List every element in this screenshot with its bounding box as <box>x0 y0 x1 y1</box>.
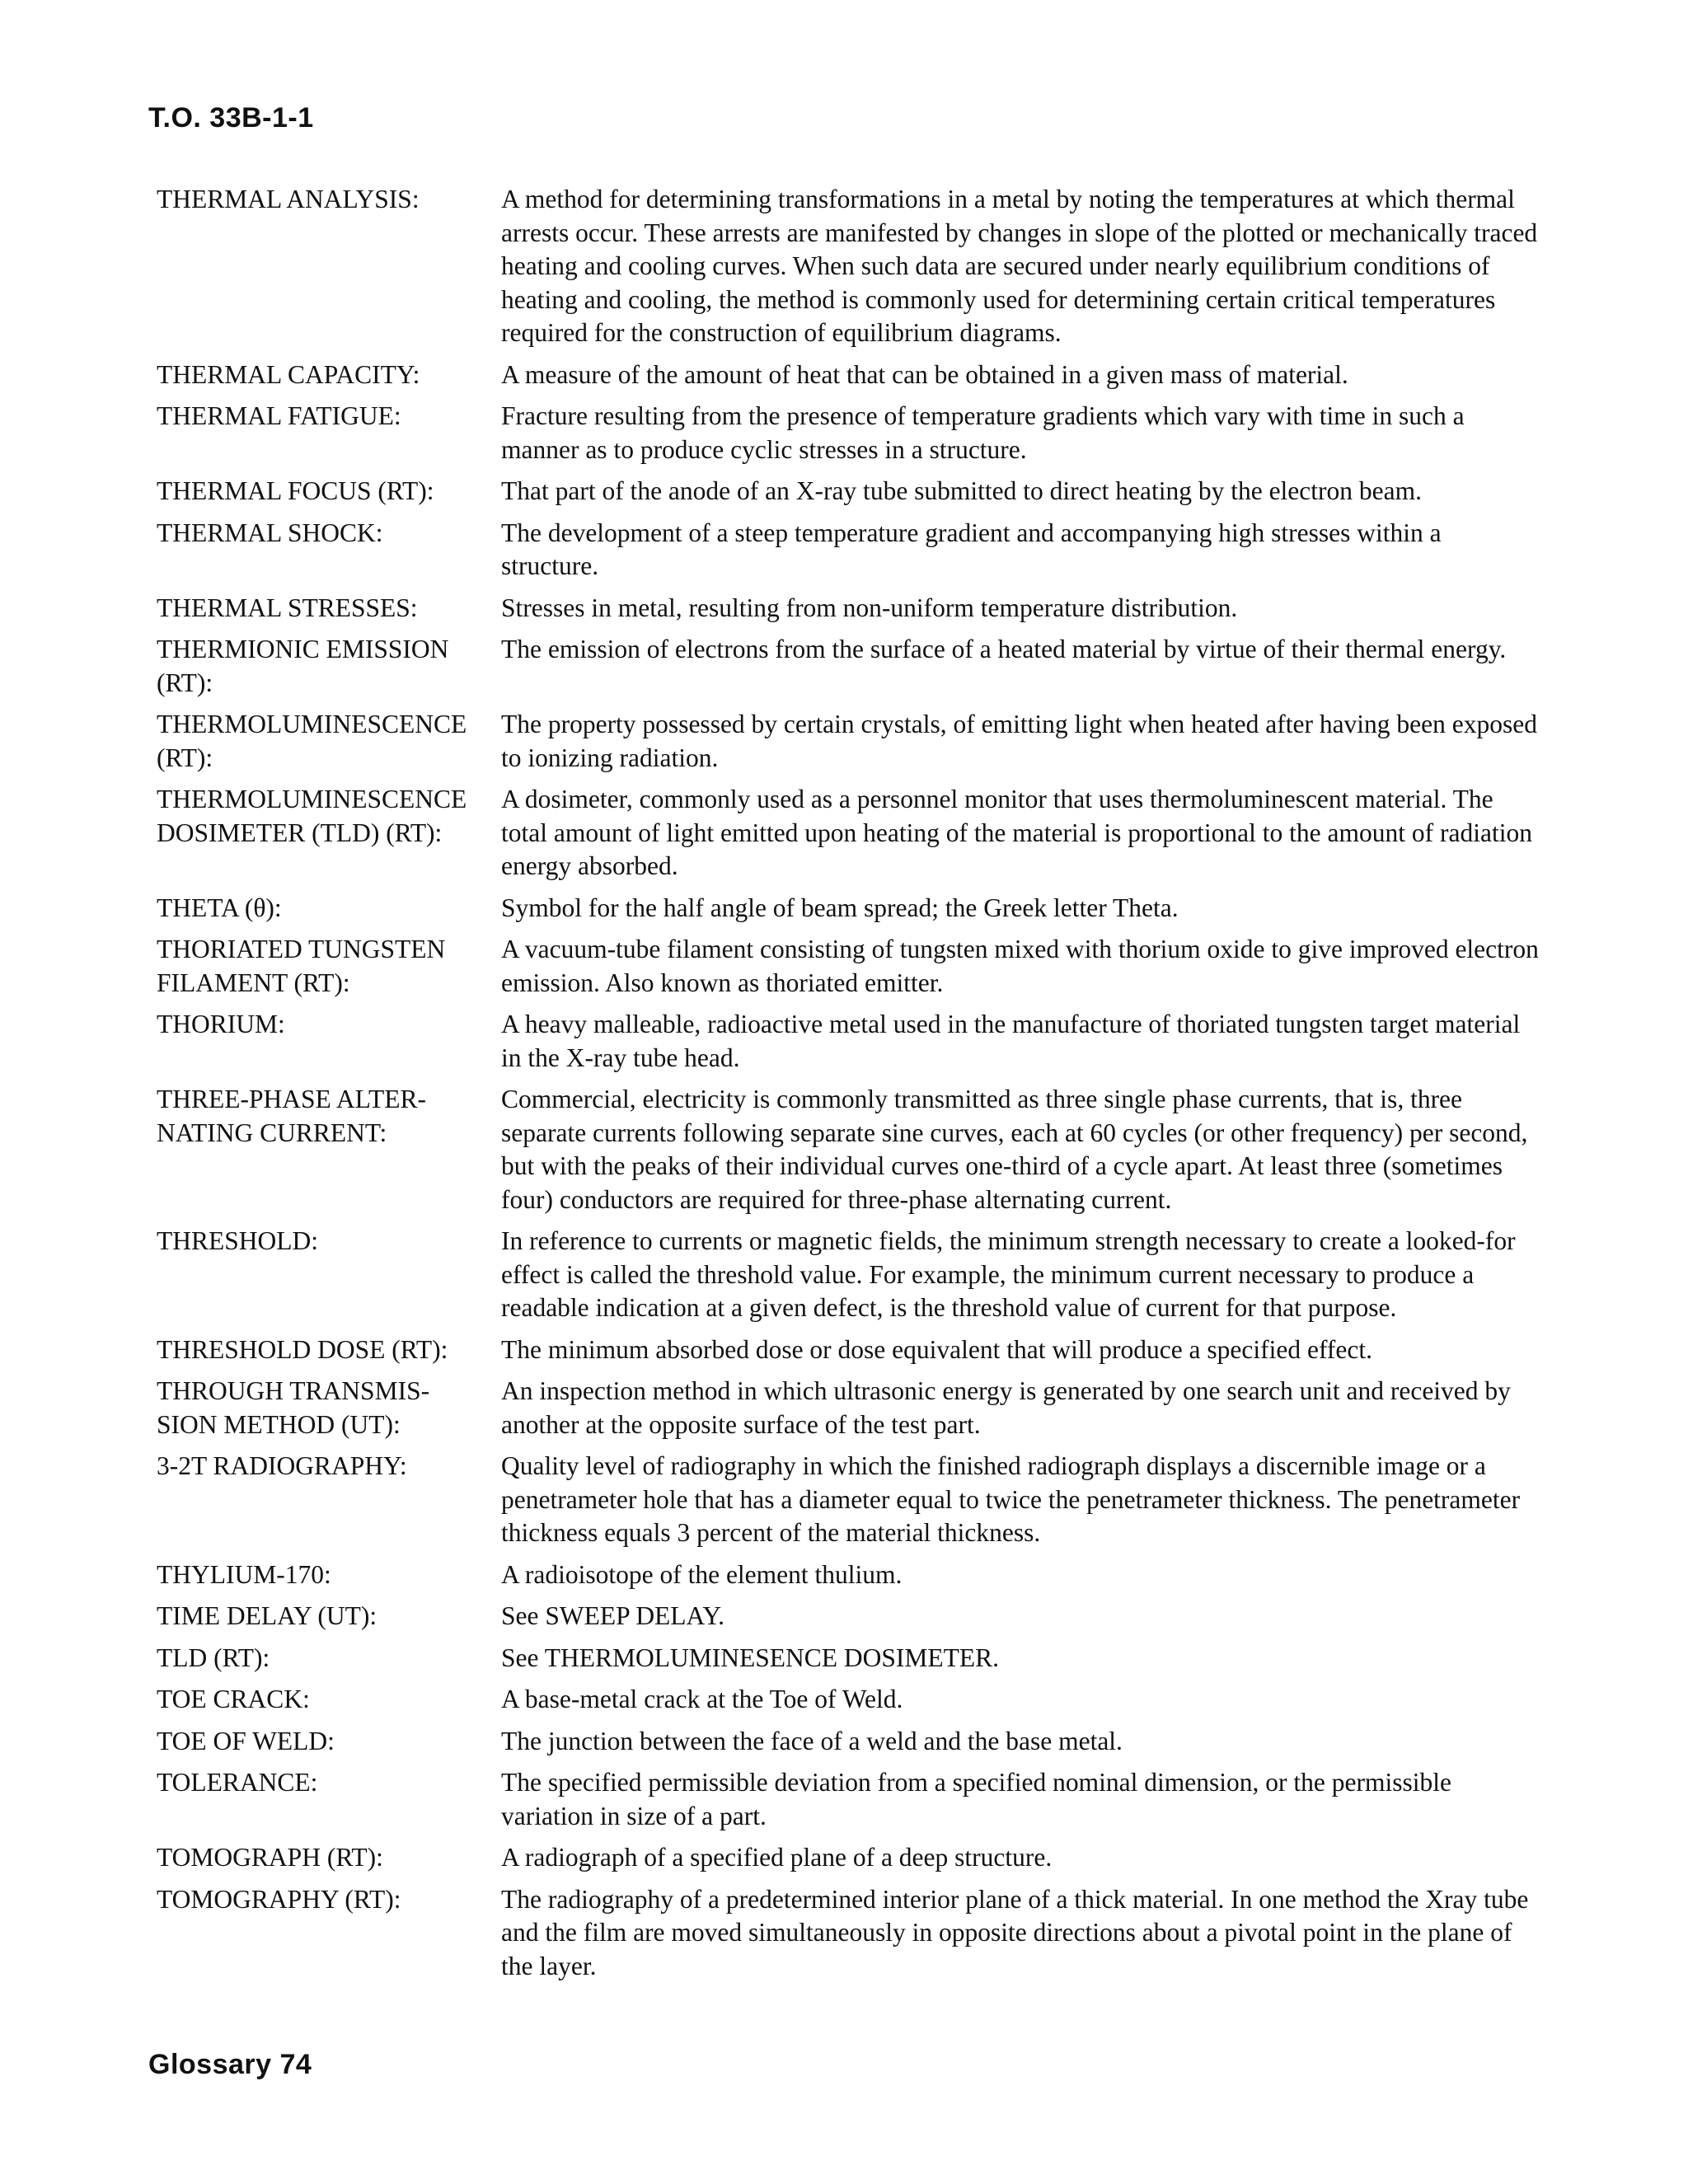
glossary-term: THERMOLUMINESCENCE DOSIMETER (TLD) (RT): <box>157 785 467 847</box>
glossary-term: THERMAL FOCUS (RT): <box>157 476 434 505</box>
glossary-term: TLD (RT): <box>157 1643 270 1672</box>
glossary-entry <box>157 933 1541 1000</box>
glossary-definition: The development of a steep temperature gradient and accompanying high stresses within a structure. <box>501 518 1442 580</box>
glossary-definition: The specified permissible deviation from a specified nominal dimension, or the permissible variation in size of a part. <box>501 1768 1451 1830</box>
glossary-term: TOMOGRAPH (RT): <box>157 1843 383 1872</box>
glossary-entry <box>157 892 1541 926</box>
glossary-entry <box>157 1683 1541 1717</box>
glossary-entry <box>157 708 1541 775</box>
glossary-entry <box>157 400 1541 466</box>
glossary-term: 3-2T RADIOGRAPHY: <box>157 1451 407 1480</box>
glossary-entry <box>157 1642 1541 1675</box>
glossary-term: TIME DELAY (UT): <box>157 1601 377 1630</box>
glossary-definition: A radiograph of a specified plane of a deep structure. <box>501 1843 1053 1872</box>
glossary-entry <box>157 1333 1541 1367</box>
document-id-header: T.O. 33B-1-1 <box>148 102 314 134</box>
glossary-definition: The junction between the face of a weld and the base metal. <box>501 1726 1123 1755</box>
glossary-term: TOE CRACK: <box>157 1685 310 1713</box>
glossary-definition: See THERMOLUMINESENCE DOSIMETER. <box>501 1643 1000 1672</box>
glossary-entry <box>157 475 1541 509</box>
glossary-term: THERMAL SHOCK: <box>157 518 383 547</box>
glossary-entry <box>157 633 1541 700</box>
glossary-term: TOMOGRAPHY (RT): <box>157 1884 401 1914</box>
glossary-entry <box>157 359 1541 392</box>
glossary-entry <box>157 1008 1541 1075</box>
glossary-definition: A radioisotope of the element thulium. <box>501 1559 903 1589</box>
glossary-term: THROUGH TRANSMIS- SION METHOD (UT): <box>157 1376 430 1439</box>
glossary-definition: See SWEEP DELAY. <box>501 1601 724 1630</box>
glossary-entry <box>157 1375 1541 1441</box>
glossary-entry <box>157 1450 1541 1550</box>
glossary-definition: A heavy malleable, radioactive metal used in the manufacture of thoriated tungsten target material in the X-ray tube head. <box>501 1010 1521 1072</box>
glossary-term: THERMAL FATIGUE: <box>157 401 401 430</box>
glossary-term: THERMIONIC EMISSION (RT): <box>157 635 449 697</box>
page-number-footer: Glossary 74 <box>148 2049 312 2080</box>
glossary-list <box>157 183 1541 1991</box>
glossary-definition: A method for determining transformations in a metal by noting the temperatures at which thermal arrests occur. These arrests are manifested by changes in slope of the plotted or mechanically traced heating and cooling curves. When such data are secured under nearly equilibrium conditions of heating and cooling, the method is commonly used for determining certain critical temperatures required for the construction of equilibrium diagrams. <box>501 185 1538 347</box>
glossary-definition: That part of the anode of an X-ray tube submitted to direct heating by the electron beam. <box>501 476 1422 505</box>
glossary-term: THERMAL STRESSES: <box>157 593 418 622</box>
glossary-term: THERMAL ANALYSIS: <box>157 185 420 213</box>
glossary-term: THETA (θ): <box>157 893 282 922</box>
glossary-definition: An inspection method in which ultrasonic energy is generated by one search unit and received by another at the opposite surface of the test part. <box>501 1376 1511 1439</box>
glossary-term: THRESHOLD DOSE (RT): <box>157 1334 448 1364</box>
glossary-term: TOLERANCE: <box>157 1768 318 1797</box>
glossary-definition: The radiography of a predetermined interior plane of a thick material. In one method the Xray tube and the film are moved simultaneously in opposite directions about a pivotal point in the plane of the layer. <box>501 1884 1529 1980</box>
glossary-entry <box>157 1558 1541 1592</box>
glossary-entry <box>157 783 1541 883</box>
glossary-term: THORIATED TUNGSTEN FILAMENT (RT): <box>157 935 446 997</box>
glossary-entry <box>157 1600 1541 1633</box>
glossary-entry <box>157 1766 1541 1833</box>
glossary-entry <box>157 592 1541 626</box>
glossary-entry <box>157 1883 1541 1984</box>
glossary-term: THRESHOLD: <box>157 1226 318 1255</box>
glossary-definition: A base-metal crack at the Toe of Weld. <box>501 1685 903 1713</box>
glossary-term: THREE-PHASE ALTER- NATING CURRENT: <box>157 1085 426 1147</box>
glossary-definition: A dosimeter, commonly used as a personnel monitor that uses thermoluminescent material. The total amount of light emitted upon heating of the material is proportional to the amount of radiation energy absorbed. <box>501 785 1532 880</box>
glossary-definition: Fracture resulting from the presence of temperature gradients which vary with time in such a manner as to produce cyclic stresses in a structure. <box>501 401 1465 464</box>
glossary-term: THYLIUM-170: <box>157 1559 331 1589</box>
glossary-definition: Quality level of radiography in which the finished radiograph displays a discernible image or a penetrameter hole that has a diameter equal to twice the penetrameter thickness. The penetrameter thickness equals 3 percent of the material thickness. <box>501 1451 1521 1547</box>
glossary-entry <box>157 1225 1541 1325</box>
glossary-definition: Symbol for the half angle of beam spread; the Greek letter Theta. <box>501 893 1179 922</box>
glossary-entry <box>157 183 1541 350</box>
glossary-entry <box>157 1841 1541 1875</box>
glossary-term: THERMAL CAPACITY: <box>157 359 420 389</box>
glossary-entry <box>157 517 1541 583</box>
glossary-entry <box>157 1083 1541 1216</box>
glossary-definition: Stresses in metal, resulting from non-uniform temperature distribution. <box>501 593 1238 622</box>
glossary-definition: The property possessed by certain crystals, of emitting light when heated after having been exposed to ionizing radiation. <box>501 710 1537 772</box>
glossary-term: TOE OF WELD: <box>157 1726 335 1755</box>
glossary-definition: The minimum absorbed dose or dose equivalent that will produce a specified effect. <box>501 1334 1372 1364</box>
glossary-definition: In reference to currents or magnetic fields, the minimum strength necessary to create a looked-for effect is called the threshold value. For example, the minimum current necessary to produce a readable indication at a given defect, is the threshold value of current for that purpose. <box>501 1226 1516 1322</box>
glossary-term: THERMOLUMINESCENCE (RT): <box>157 710 467 772</box>
glossary-definition: The emission of electrons from the surface of a heated material by virtue of their thermal energy. <box>501 635 1507 663</box>
glossary-term: THORIUM: <box>157 1010 285 1038</box>
glossary-definition: Commercial, electricity is commonly transmitted as three single phase currents, that is, three separate currents following separate sine curves, each at 60 cycles (or other frequency) per second, but with the peaks of their individual curves one-third of a cycle apart. At least three (sometimes four) conductors are required for three-phase alternating current. <box>501 1085 1528 1214</box>
glossary-definition: A vacuum-tube filament consisting of tungsten mixed with thorium oxide to give improved electron emission. Also known as thoriated emitter. <box>501 935 1539 997</box>
glossary-entry <box>157 1725 1541 1759</box>
glossary-definition: A measure of the amount of heat that can be obtained in a given mass of material. <box>501 359 1348 389</box>
